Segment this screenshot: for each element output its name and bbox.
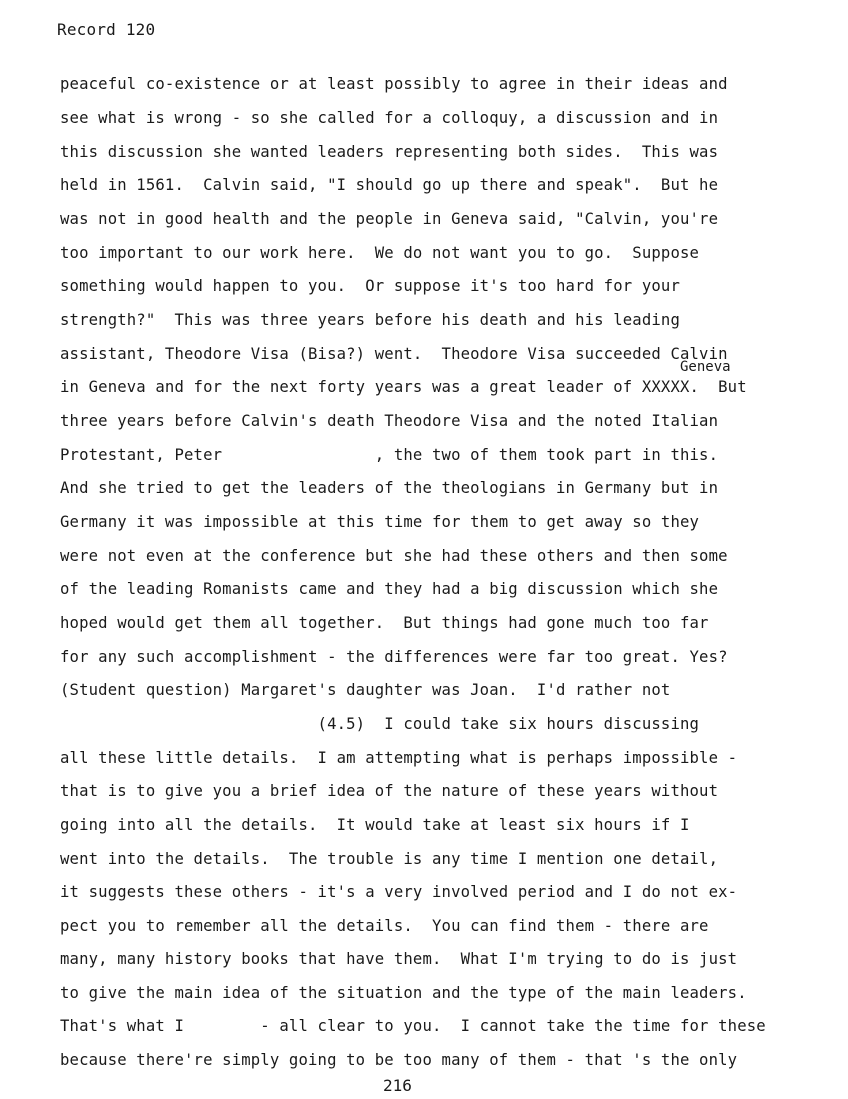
text-line: see what is wrong - so she called for a colloquy, a discussion and in (60, 109, 719, 127)
text-line: for any such accomplishment - the differences were far too great. Yes? (60, 648, 728, 666)
text-line: (Student question) Margaret's daughter was Joan. I'd rather not (60, 681, 671, 699)
text-line: were not even at the conference but she had these others and then some (60, 547, 728, 565)
text-line: hoped would get them all together. But things had gone much too far (60, 614, 709, 632)
text-line: peaceful co-existence or at least possibly to agree in their ideas and (60, 75, 728, 93)
text-line: was not in good health and the people in Geneva said, "Calvin, you're (60, 210, 719, 228)
record-header: Record 120 (57, 20, 156, 39)
text-line: assistant, Theodore Visa (Bisa?) went. Theodore Visa succeeded Calvin (60, 345, 728, 363)
text-line: And she tried to get the leaders of the theologians in Germany but in (60, 479, 719, 497)
text-line: strength?" This was three years before his death and his leading (60, 311, 680, 329)
page-number: 216 (383, 1076, 412, 1095)
text-line: because there're simply going to be too many of them - that 's the only (60, 1051, 738, 1069)
text-line: of the leading Romanists came and they had a big discussion which she (60, 580, 719, 598)
text-line: held in 1561. Calvin said, "I should go up there and speak". But he (60, 176, 719, 194)
text-line: something would happen to you. Or suppose it's too hard for your (60, 277, 680, 295)
text-line: going into all the details. It would take at least six hours if I (60, 816, 690, 834)
text-line: many, many history books that have them. What I'm trying to do is just (60, 950, 738, 968)
text-line: it suggests these others - it's a very involved period and I do not ex- (60, 883, 738, 901)
text-line: went into the details. The trouble is any time I mention one detail, (60, 850, 719, 868)
text-line: (4.5) I could take six hours discussing (60, 715, 700, 733)
text-line: pect you to remember all the details. You can find them - there are (60, 917, 709, 935)
text-line: That's what I - all clear to you. I cannot take the time for these (60, 1017, 766, 1035)
text-line: in Geneva and for the next forty years was a great leader of XXXXX. But (60, 378, 747, 396)
text-line: Protestant, Peter , the two of them took part in this. (60, 446, 719, 464)
text-line: all these little details. I am attempting what is perhaps impossible - (60, 749, 738, 767)
text-line: Germany it was impossible at this time for them to get away so they (60, 513, 700, 531)
text-line: this discussion she wanted leaders representing both sides. This was (60, 143, 719, 161)
text-line: too important to our work here. We do not want you to go. Suppose (60, 244, 700, 262)
interlinear-correction: Geneva (680, 359, 731, 375)
text-line: to give the main idea of the situation and the type of the main leaders. (60, 984, 747, 1002)
text-line: that is to give you a brief idea of the nature of these years without (60, 782, 719, 800)
text-line: three years before Calvin's death Theodore Visa and the noted Italian (60, 412, 719, 430)
